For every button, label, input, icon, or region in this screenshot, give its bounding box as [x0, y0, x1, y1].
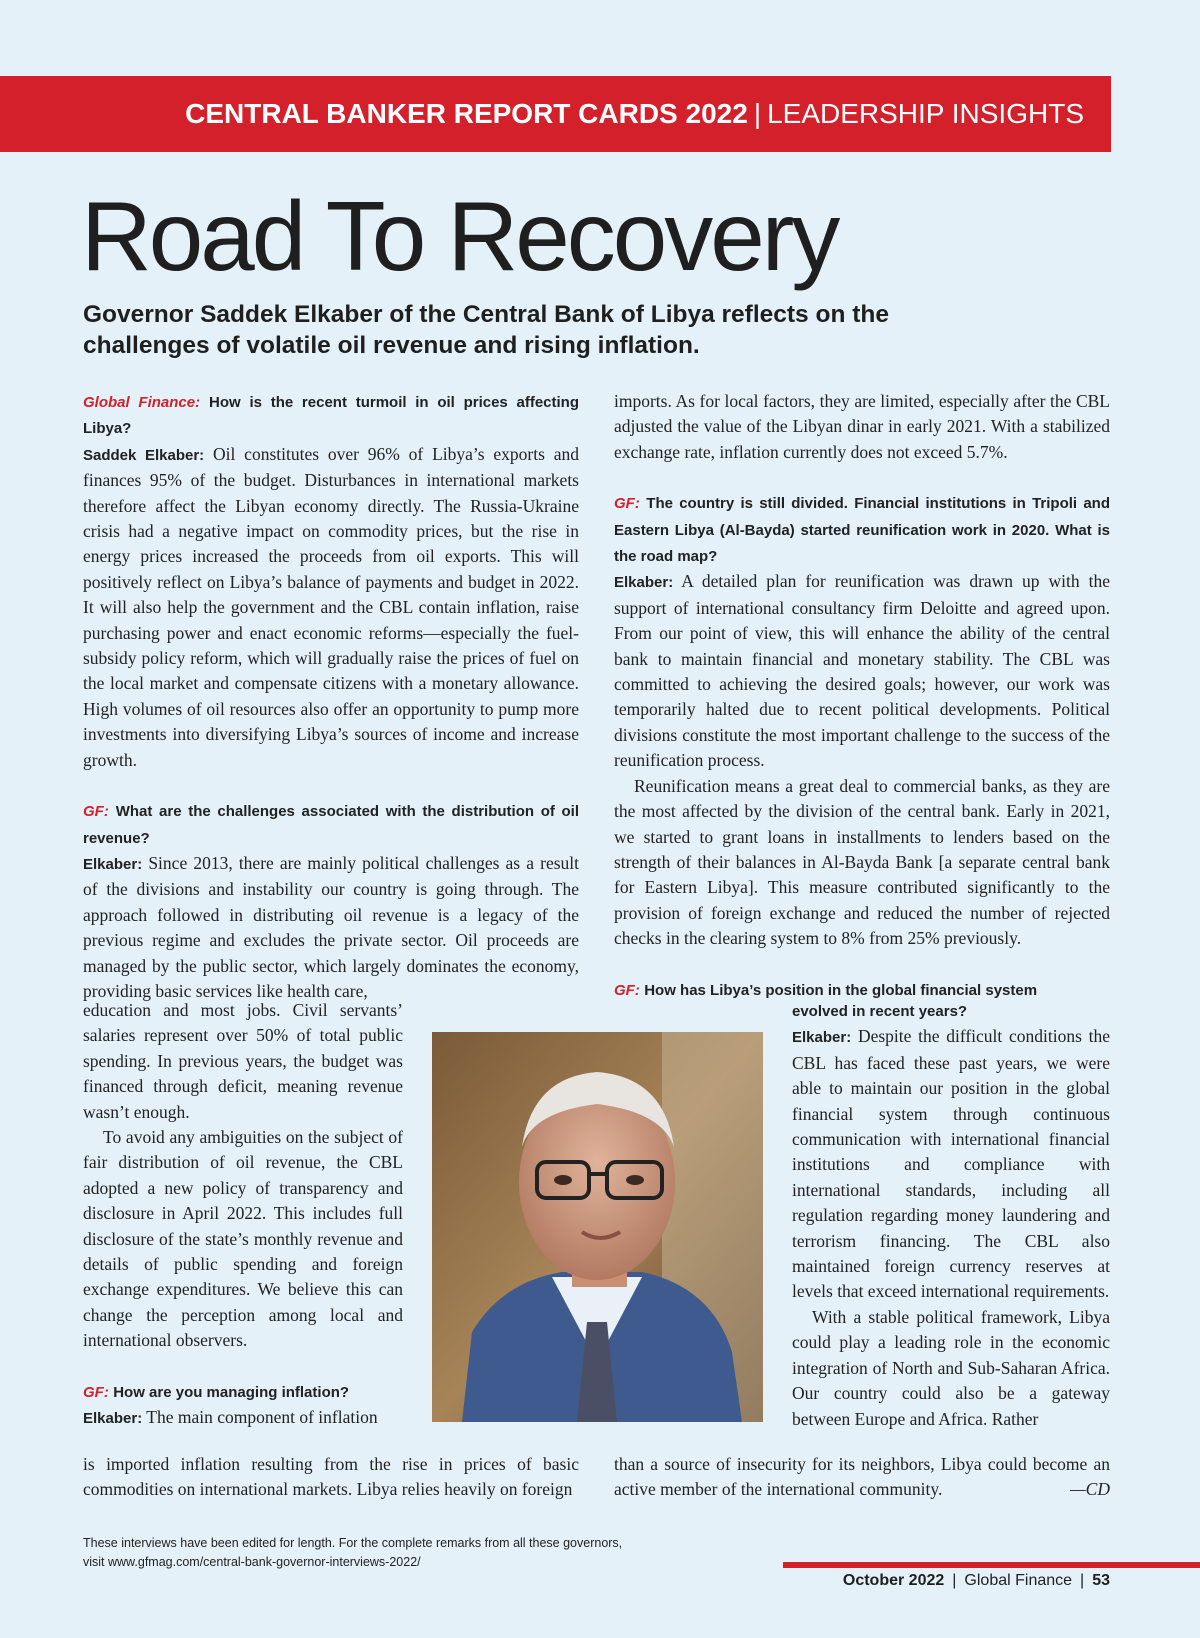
answer-5b: With a stable political framework, Libya could play a leading role in the economic integration of North and Sub-Saharan Africa. Our country could also be a gateway between Europe and Africa. Rather: [792, 1306, 1110, 1429]
speaker-label: Elkaber:: [792, 1029, 852, 1047]
left-column-narrow: [83, 998, 403, 1432]
question-5b: [792, 998, 1110, 1024]
speaker-label: Elkaber:: [614, 574, 674, 592]
question-text: How are you managing inflation?: [113, 1383, 350, 1401]
answer-text: Oil constitutes over 96% of Libya’s exports and finances 95% of the budget. Disturbances in international markets therefore affect the Libyan economy directly. The Russia-Ukraine crisis had a negative impact on commodity prices, but the rise in energy prices increased the proceeds from oil exports. This will positively reflect on Libya’s balance of payments and budget in 2022. It will also help the government and the CBL contain inflation, raise purchasing power and enact economic reforms—especially the fuel-subsidy policy reform, which will gradually raise the prices of fuel on the local market and compensate citizens with a monetary allowance. High volumes of oil resources also offer an opportunity to pump more investments into diversifying Libya’s sources of income and increase growth.: [83, 443, 580, 770]
answer-4b: Reunification means a great deal to commercial banks, as they are the most affected by the division of the central bank. Early in 2021, we started to grant loans in installments to lenders based on the strength of their balances in Al-Bayda Bank [a separate central bank for Eastern Libya]. This measure contributed significantly to the provision of foreign exchange and reduced the number of rejected checks in the clearing system to 8% from 25% previously.: [614, 775, 1110, 949]
footer-rule: [783, 1562, 1200, 1568]
headline: Road To Recovery: [81, 181, 838, 291]
question-2: [83, 798, 579, 851]
question-4: [614, 490, 1110, 569]
answer-3a: [83, 1405, 403, 1431]
qa-label: Global Finance:: [83, 394, 201, 411]
page-footer: [843, 1572, 1110, 1590]
question-3: [83, 1379, 403, 1405]
answer-text: than a source of insecurity for its neighbors, Libya could become an active member of the international community.: [614, 1454, 1110, 1500]
speaker-label: Elkaber:: [83, 855, 143, 873]
question-text: How has Libya’s position in the global financial system: [644, 981, 1038, 999]
deck: Governor Saddek Elkaber of the Central Bank of Libya reflects on the challenges of volatile oil revenue and rising inflation.: [83, 301, 889, 359]
banner-section: CENTRAL BANKER REPORT CARDS 2022: [185, 98, 748, 129]
governor-portrait: [432, 1032, 763, 1422]
answer-text: Despite the difficult conditions the CBL has faced these past years, we were able to maintain our position in the global financial system through continuous communication with international financial institutions and compliance with international standards, including all regulation regarding money laundering and terrorism financing. The CBL also maintained foreign currency reserves at levels that exceed international requirements.: [792, 1026, 1111, 1302]
question-1: [83, 389, 579, 442]
section-banner: [0, 76, 1111, 152]
answer-2c: To avoid any ambiguities on the subject of fair distribution of oil revenue, the CBL adopted a new policy of transparency and disclosure in April 2022. This includes full disclosure of the state’s monthly revenue and details of public spending and foreign exchange expenditures. We believe this can change the perception among local and international observers.: [83, 1127, 403, 1351]
signoff: —CD: [1070, 1479, 1110, 1500]
question-text: The country is still divided. Financial institutions in Tripoli and Eastern Libya (Al-Bayda) started reunification work in 2020. What is the road map?: [614, 495, 1110, 566]
left-column: [83, 389, 579, 1004]
speaker-label: Saddek Elkaber:: [83, 446, 205, 464]
answer-3c: imports. As for local factors, they are limited, especially after the CBL adjusted the value of the Libyan dinar in early 2021. With a stabilized exchange rate, inflation currently does not exceed 5.7%.: [614, 391, 1110, 462]
left-column-bottom: [83, 1452, 579, 1503]
banner-subsection: LEADERSHIP INSIGHTS: [767, 98, 1084, 129]
answer-text: The main component of inflation: [146, 1407, 378, 1428]
answer-2b: education and most jobs. Civil servants’ salaries represent over 50% of total public spending. In previous years, the budget was financed through deficit, meaning revenue wasn’t enough.: [83, 1000, 403, 1122]
answer-5c: [614, 1452, 1110, 1503]
right-column: [614, 389, 1110, 1003]
editor-note: These interviews have been edited for length. For the complete remarks from all these governors, visit www.gfmag.com/central-bank-governor-interviews-2022/: [83, 1536, 623, 1569]
question-text: How is the recent turmoil in oil prices affecting Libya?: [83, 394, 580, 438]
issue-date: October 2022: [842, 1572, 945, 1589]
qa-label: GF:: [614, 495, 640, 513]
banner-separator: |: [753, 98, 762, 129]
answer-1: [83, 442, 579, 773]
qa-label: GF:: [83, 803, 109, 821]
magazine-name: Global Finance: [964, 1572, 1073, 1589]
answer-text: A detailed plan for reunification was drawn up with the support of international consultancy firm Deloitte and agreed upon. From our point of view, this will enhance the ability of the central bank to maintain financial and monetary stability. The CBL was committed to achieving the desired goals; however, our work was temporarily halted due to recent political developments. Political divisions constitute the most important challenge to the success of the reunification process.: [614, 571, 1110, 771]
qa-label: GF:: [83, 1383, 109, 1401]
answer-2a: [83, 851, 579, 1004]
footer-separator: |: [1080, 1572, 1085, 1589]
right-column-narrow: [792, 998, 1110, 1432]
answer-5a: [792, 1024, 1110, 1304]
page-number: 53: [1092, 1572, 1110, 1589]
right-column-bottom: [614, 1452, 1110, 1503]
question-text: evolved in recent years?: [792, 1003, 968, 1020]
question-text: What are the challenges associated with the distribution of oil revenue?: [83, 803, 580, 847]
answer-3b: is imported inflation resulting from the rise in prices of basic commodities on international markets. Libya relies heavily on foreign: [83, 1454, 579, 1500]
speaker-label: Elkaber:: [83, 1410, 143, 1428]
answer-4a: [614, 569, 1110, 773]
footer-separator: |: [952, 1572, 957, 1589]
qa-label: GF:: [614, 981, 640, 999]
answer-text: Since 2013, there are mainly political challenges as a result of the divisions and instability our country is going through. The approach followed in distributing oil revenue is a legacy of the previous regime and excludes the private sector. Oil proceeds are managed by the public sector, which largely dominates the economy, providing basic services like health care,: [83, 852, 580, 1001]
